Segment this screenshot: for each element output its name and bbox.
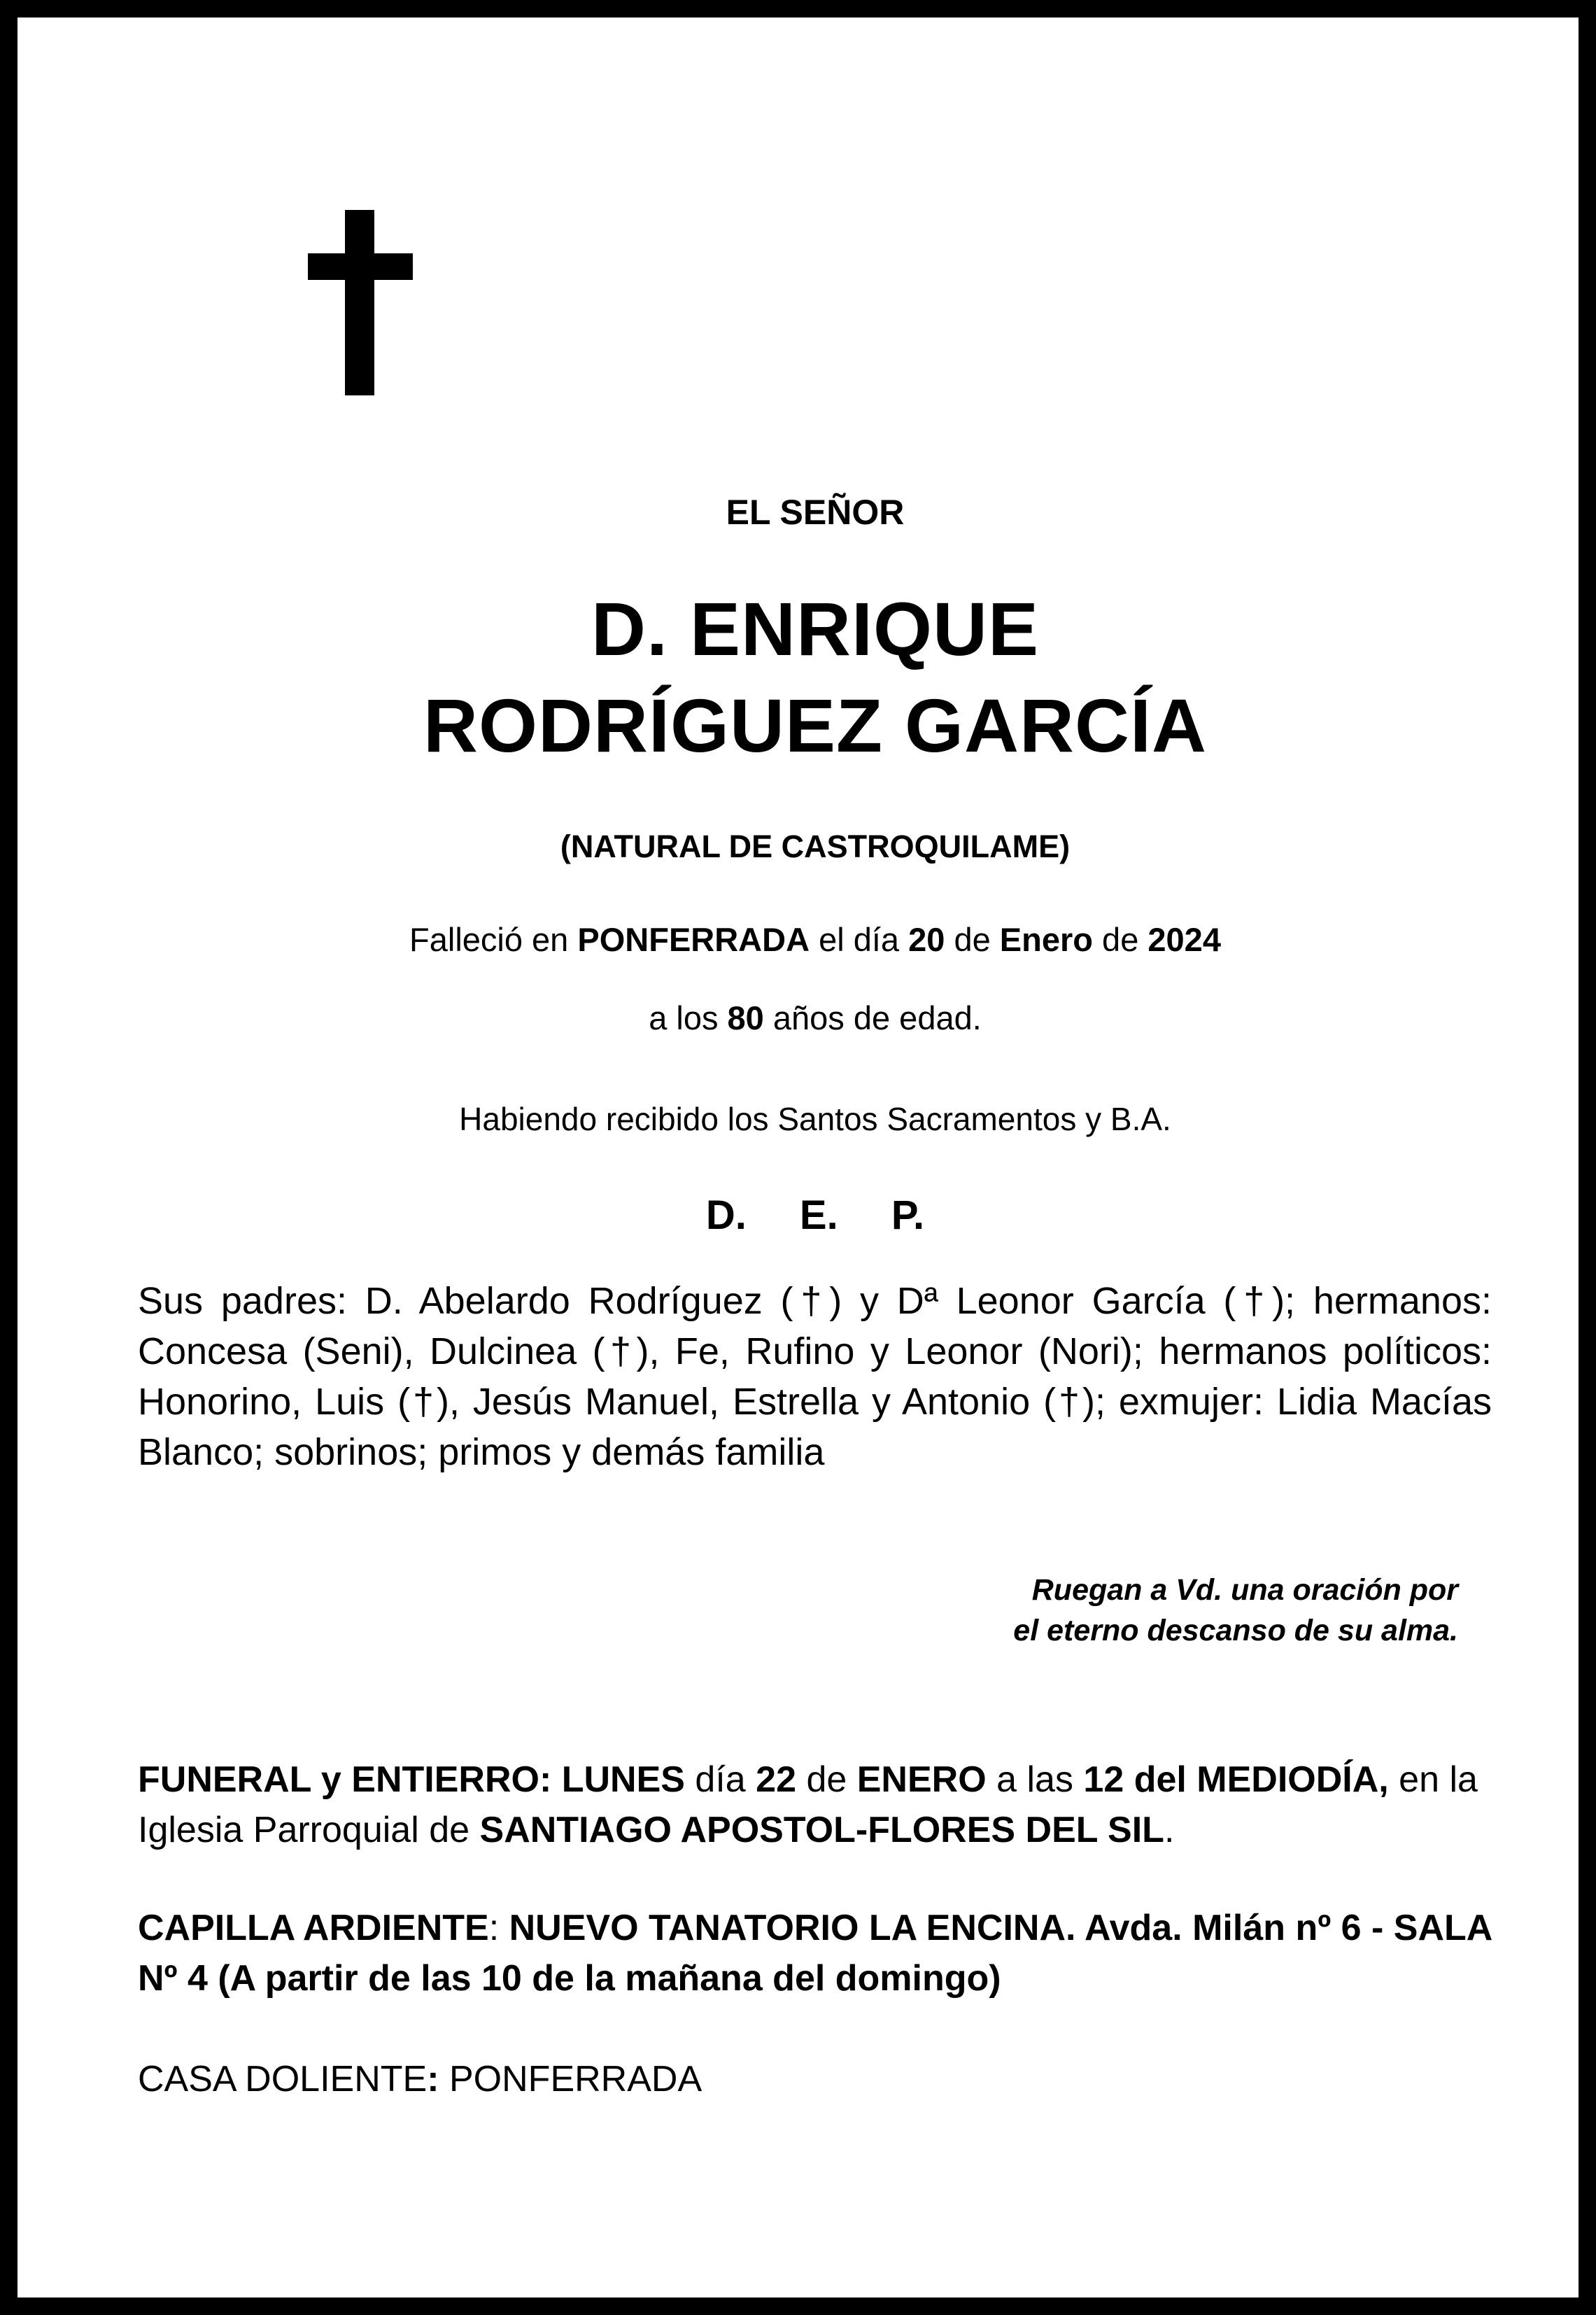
death-month: Enero — [999, 921, 1093, 958]
deceased-name — [136, 581, 1494, 774]
mourning-label: CASA DOLIENTE — [138, 2059, 428, 2099]
name-line-1: D. ENRIQUE — [591, 586, 1040, 671]
funeral-details: FUNERAL y ENTIERRO: LUNES día 22 de ENERO a las 12 del MEDIODÍA, en la Iglesia Parroquial de SANTIAGO APOSTOL-FLORES DEL SIL. — [138, 1759, 1478, 1850]
age-line: a los 80 años de edad. — [649, 999, 982, 1036]
chapel-details: CAPILLA ARDIENTE: NUEVO TANATORIO LA ENCINA. Avda. Milán nº 6 - SALA Nº 4 (A partir de las 10 de la mañana del domingo) — [138, 1908, 1492, 1999]
sacraments-line: Habiendo recibido los Santos Sacramentos y B.A. — [459, 1101, 1171, 1137]
heading: EL SEÑOR — [726, 493, 905, 532]
funeral-label: FUNERAL y ENTIERRO: LUNES — [138, 1759, 685, 1800]
age-value: 80 — [727, 999, 764, 1036]
funeral-church: SANTIAGO APOSTOL-FLORES DEL SIL — [479, 1810, 1164, 1850]
prayer-request — [619, 1570, 1458, 1651]
name-line-2: RODRÍGUEZ GARCÍA — [423, 683, 1207, 768]
dep-line: D. E. P. — [705, 1192, 925, 1238]
funeral-time: 12 del MEDIODÍA, — [1083, 1759, 1389, 1800]
chapel-label: CAPILLA ARDIENTE — [138, 1908, 489, 1948]
death-year: 2024 — [1147, 921, 1221, 958]
natural-de: (NATURAL DE CASTROQUILAME) — [560, 829, 1071, 864]
mourning-place: PONFERRADA — [449, 2059, 702, 2099]
chapel-text: NUEVO TANATORIO LA ENCINA. Avda. Milán nº 6 - SALA Nº 4 (A partir de las 10 de la mañana del domingo) — [138, 1908, 1492, 1999]
prayer-line-1: Ruegan a Vd. una oración por — [1031, 1573, 1458, 1607]
death-day: 20 — [908, 921, 945, 958]
death-place: PONFERRADA — [577, 921, 810, 958]
cross-icon — [308, 210, 413, 395]
funeral-month: ENERO — [856, 1759, 987, 1800]
funeral-day: 22 — [756, 1759, 797, 1800]
death-details: Falleció en PONFERRADA el día 20 de Enero de 2024 — [409, 921, 1221, 958]
family-paragraph: Sus padres: D. Abelardo Rodríguez (†) y Dª Leonor García (†); hermanos: Concesa (Seni), Dulcinea (†), Fe, Rufino y Leonor (Nori); hermanos políticos: Honorino, Luis (†), Jesús Manuel, Estrella y Antonio (†); exmujer: Lidia Macías Blanco; sobrinos; primos y demás familia — [138, 1280, 1492, 1473]
prayer-line-2: el eterno descanso de su alma. — [1013, 1614, 1458, 1647]
mourning-house: CASA DOLIENTE: PONFERRADA — [138, 2059, 702, 2099]
